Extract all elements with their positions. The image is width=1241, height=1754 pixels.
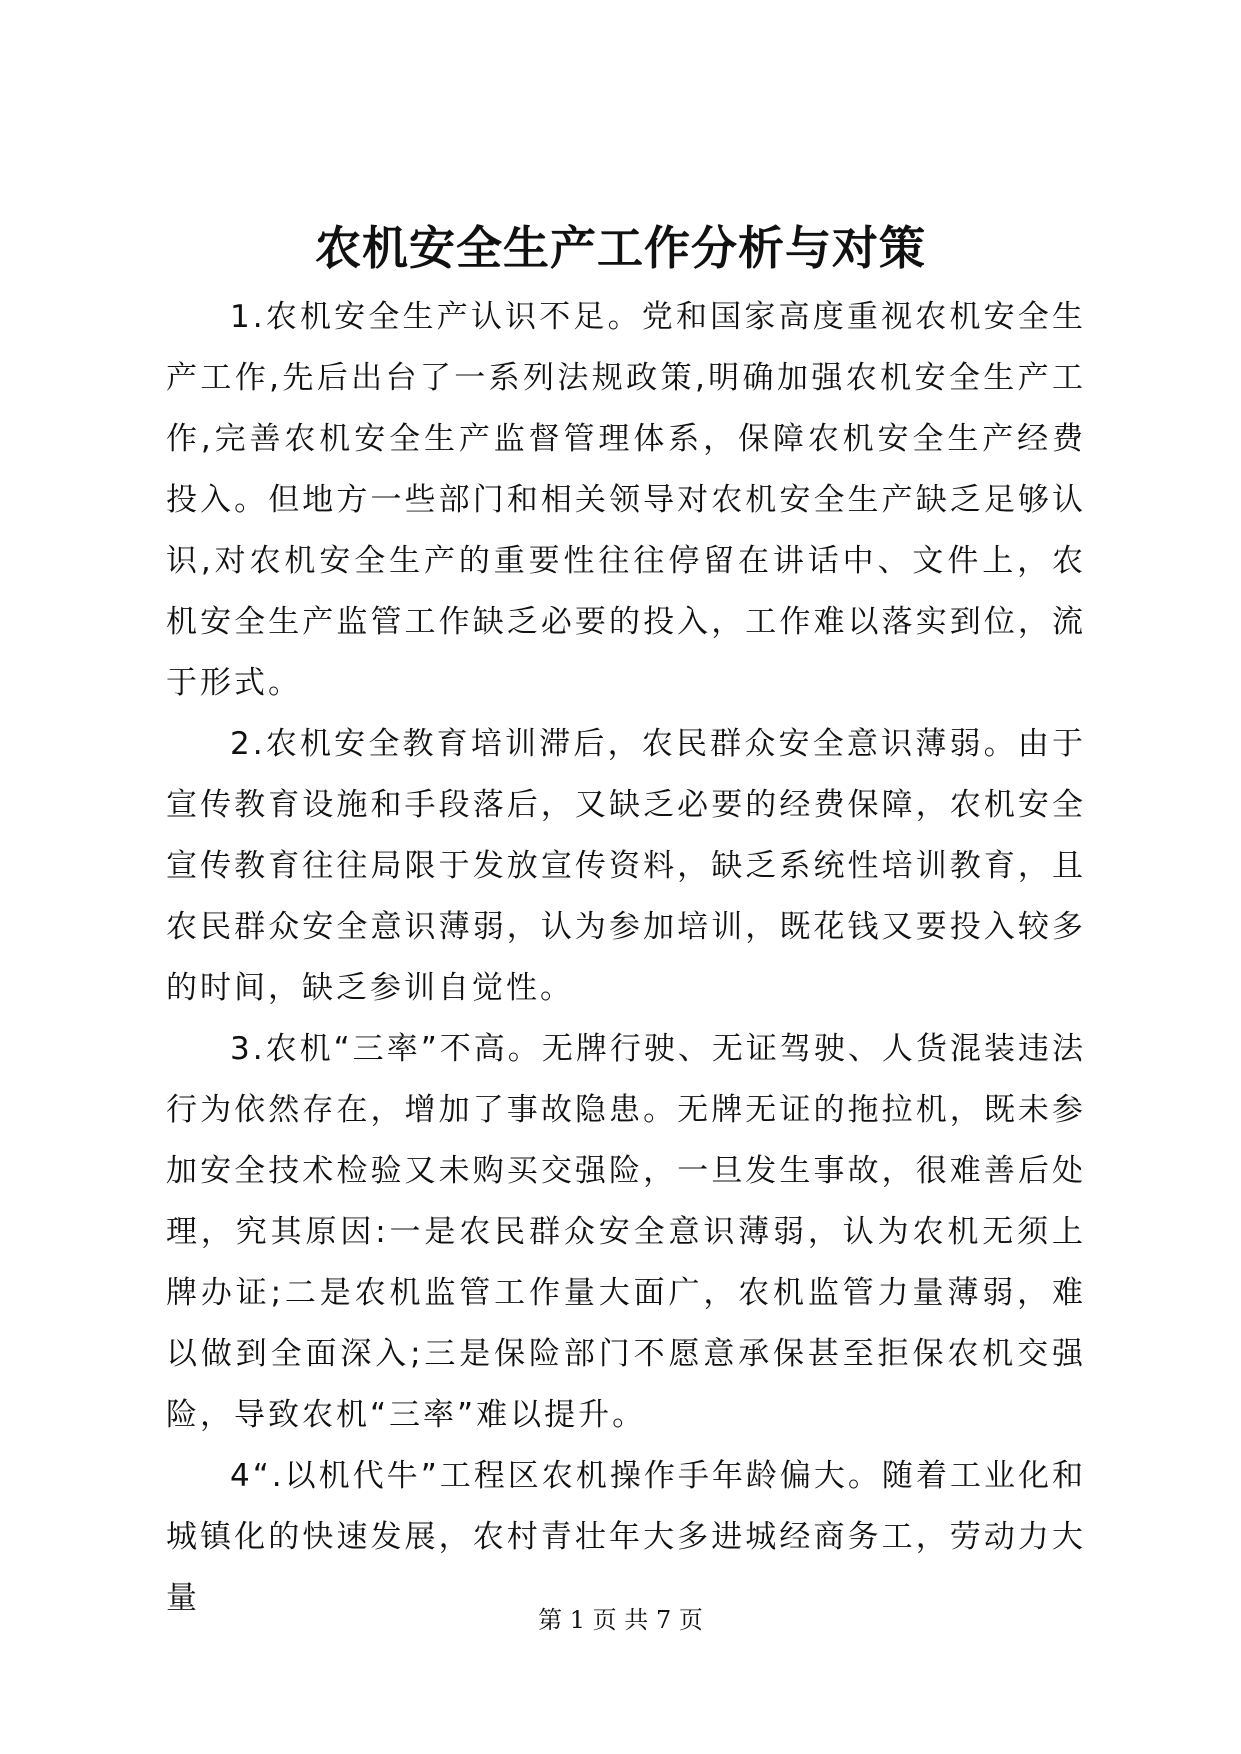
paragraph-3: 3.农机“三率”不高。无牌行驶、无证驾驶、人货混装违法行为依然存在，增加了事故隐患。无牌无证的拖拉机，既未参加安全技术检验又未购买交强险，一旦发生事故，很难善后处理，究其原因:一是农民群众安全意识薄弱，认为农机无须上牌办证;二是农机监管工作量大面广，农机监管力量薄弱，难以做到全面深入;三是保险部门不愿意承保甚至拒保农机交强险，导致农机“三率”难以提升。 [166,1031,1086,1433]
page-number-footer: 第 1 页 共 7 页 [538,1606,703,1634]
paragraph-1: 1.农机安全生产认识不足。党和国家高度重视农机安全生产工作,先后出台了一系列法规政策,明确加强农机安全生产工作,完善农机安全生产监督管理体系，保障农机安全生产经费投入。但地方一些部门和相关领导对农机安全生产缺乏足够认识,对农机安全生产的重要性往往停留在讲话中、文件上，农机安全生产监管工作缺乏必要的投入，工作难以落实到位，流于形式。 [166,299,1086,701]
document-body [166,287,1086,1629]
paragraph-2: 2.农机安全教育培训滞后，农民群众安全意识薄弱。由于宣传教育设施和手段落后，又缺乏必要的经费保障，农机安全宣传教育往往局限于发放宣传资料，缺乏系统性培训教育，且农民群众安全意识薄弱，认为参加培训，既花钱又要投入较多的时间，缺乏参训自觉性。 [166,726,1086,1006]
document-title: 农机安全生产工作分析与对策 [315,221,926,275]
paragraph-4: 4“.以机代牛”工程区农机操作手年龄偏大。随着工业化和城镇化的快速发展，农村青壮年大多进城经商务工，劳动力大量 [166,1458,1086,1616]
